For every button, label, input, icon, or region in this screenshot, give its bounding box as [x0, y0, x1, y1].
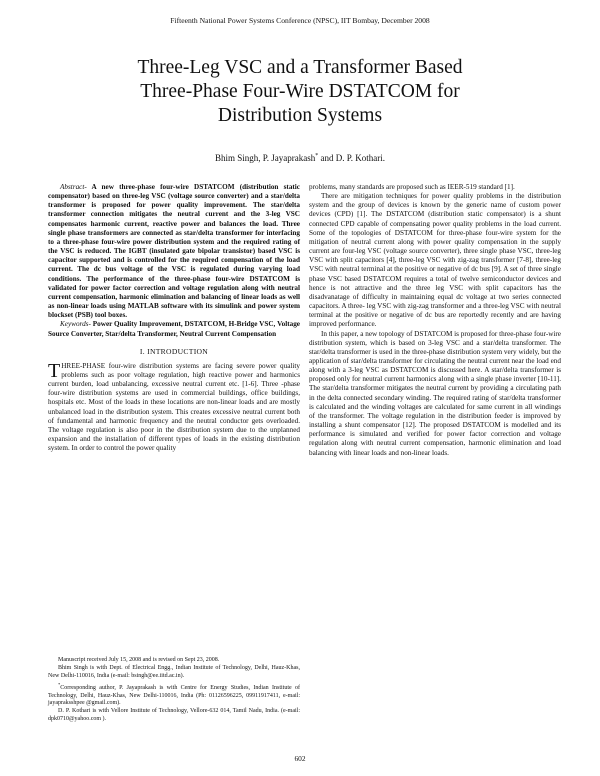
- footnote-4: D. P. Kothari is with Vellore Institute of Technology, Vellore-632 014, Tamil Nadu, India. (e-mail: dpk0710@yahoo.com ).: [48, 708, 300, 722]
- footnote-3-text: Corresponding author, P. Jayaprakash is with Centre for Energy Studies, Indian Institute of Technology, Delhi, Hauz-Khas, New Delhi-110016, India (Ph: 01126596225, 09911917411, e-mail: jayapraksshpee @gmail.com).: [48, 685, 300, 707]
- title-line-3: Distribution Systems: [217, 105, 383, 126]
- title-line-1: Three-Leg VSC and a Transformer Based: [137, 57, 463, 78]
- authors-part-1: Bhim Singh, P. Jayaprakash: [215, 153, 316, 163]
- intro-text: HREE-PHASE four-wire distribution systems are facing severe power quality problems such as poor voltage regulation, high reactive power and harmonics current burden, load unbalancing, excessive neutral current etc. [1-6]. Three -phase four-wire distribution systems are used in commercial buildings, office buildings, hospitals etc. Most of the loads in these locations are non-linear loads and are mostly unbalanced load in the distribution system. This creates excessive neutral current both of fundamental and harmonic frequency and the neutral conductor gets overloaded. The voltage regulation is also poor in the distribution system due to the unplanned expansion and the installation of different types of loads in the existing distribution system. In order to control the power quality: [48, 361, 300, 453]
- keywords: [48, 320, 300, 338]
- authors-part-2: and D. P. Kothari.: [318, 153, 385, 163]
- right-paragraph-3: In this paper, a new topology of DSTATCOM is proposed for three-phase four-wire distribution system, which is based on 3-leg VSC and a star/delta transformer. The star/delta transformer is used in the three-phase distribution system very widely, but the application of star/delta transformer for circulating the neutral current near the load end along with a 3-leg VSC as DSTATCOM is discussed here. A star/delta transformer is proposed only for neutral current harmonics along with a single phase inverter [10-11]. The star/delta transformer mitigates the neutral current by providing a circulating path in the delta connected secondary winding. The required rating of star/delta transformer is calculated and the winding voltages are calculated for same current in all windings of the transformer. The voltage regulation in the distribution feeder is improved by installing a shunt compensator [12]. The proposed DSTATCOM is modelled and its performance is simulated and verified for power factor correction and voltage regulation along with neutral current compensation, harmonic elimination and load balancing with linear loads and non-linear loads.: [309, 329, 561, 457]
- abstract-text: A new three-phase four-wire DSTATCOM (distribution static compensator) based on three-leg VSC (voltage source converter) and a star/delta transformer is proposed for power quality improvement. The star/delta transformer connection mitigates the neutral current and the 3-leg VSC compensates harmonic current, reactive power and balances the load. Three single phase transformers are connected as star/delta transformer for interfacing to a three-phase four-wire power distribution system and the required rating of the VSC is reduced. The IGBT (insulated gate bipolar transistor) based VSC is capacitor supported and is controlled for the required compensation of the load current. The dc bus voltage of the VSC is regulated during varying load conditions. The performance of the three-phase four-wire DSTATCOM is validated for power factor correction and voltage regulation along with neutral current compensation, harmonic elimination and balancing of linear loads as well as non-linear loads using MATLAB software with its simulink and power system blockset (PSB) tool boxes.: [48, 183, 300, 320]
- corresponding-mark: *: [315, 153, 319, 159]
- right-column: [309, 183, 561, 458]
- footnote-3: [48, 681, 300, 707]
- left-column: [48, 183, 300, 453]
- paper-title: [40, 56, 560, 128]
- keywords-lead: Keywords-: [60, 320, 91, 329]
- author-line: [0, 153, 600, 163]
- title-line-2: Three-Phase Four-Wire DSTATCOM for: [140, 81, 460, 102]
- section-title-text: INTRODUCTION: [147, 346, 209, 356]
- abstract-lead: Abstract-: [60, 183, 87, 191]
- drop-cap: T: [48, 359, 61, 382]
- abstract: [48, 183, 300, 320]
- section-heading: [48, 347, 300, 356]
- footnote-2: Bhim Singh is with Dept. of Electrical Engg., Indian Institute of Technology, Delhi, Hauz-Khas, New Delhi-110016, India (e-mail: bsingh@ee.iitd.ac.in).: [48, 665, 300, 679]
- footnote-1: Manuscript received July 15, 2008 and is revised on Sept 23, 2008.: [58, 657, 220, 663]
- intro-paragraph: [48, 359, 300, 454]
- section-number: I.: [139, 346, 145, 356]
- page-number: 602: [294, 754, 306, 763]
- footnotes: [48, 657, 300, 724]
- right-paragraph-2: There are mitigation techniques for power quality problems in the distribution system and the group of devices is known by the generic name of custom power devices (CPD) [1]. The DSTATCOM (distribution static compensator) is a shunt connected CPD capable of compensating power quality problems in the load current. Some of the topologies of DSTATCOM for three-phase four-wire system for the mitigation of neutral current along with power quality compensation in the supply current are four-leg VSC (voltage source converter), three single phase VSC, three-leg VSC with split capacitors [4], three-leg VSC with zig-zag transformer [7-8], three-leg VSC with neutral terminal at the positive or negative of dc bus [9]. A set of three single phase VSC based DSTATCOM requires a total of twelve semiconductor devices and hence is not attractive and the three leg VSC with split capacitors has the disadvanatage of difficulty in maintaining equal dc voltage at two series connected capacitors. A three- leg VSC with zig-zag transformer and a three-leg VSC with neutral terminal at the positive or negative of dc bus are reportedly recently and are having improved performance.: [309, 192, 561, 329]
- keywords-text: Power Quality Improvement, DSTATCOM, H-Bridge VSC, Voltage Source Converter, Star/delta Transformer, Neutral Current Compensation: [48, 320, 300, 338]
- right-paragraph-1: problems, many standards are proposed such as IEER-519 standard [1].: [309, 183, 515, 191]
- footnote-3-mark: *: [58, 682, 61, 688]
- running-header: Fifteenth National Power Systems Conference (NPSC), IIT Bombay, December 2008: [170, 16, 430, 25]
